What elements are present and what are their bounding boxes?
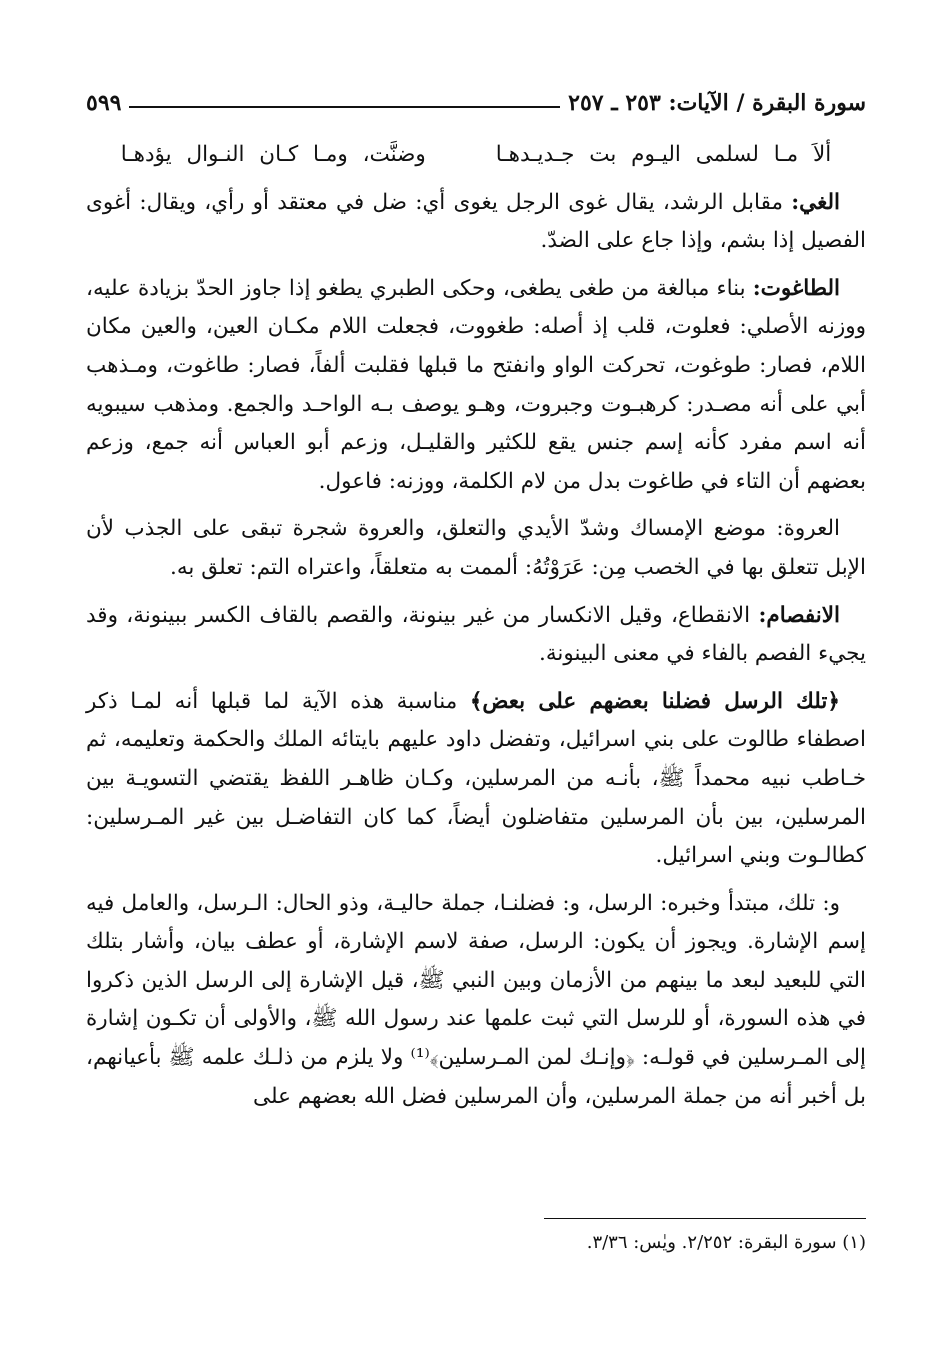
entry-text: و: تلك، مبتدأ وخبره: الرسل، و: فضلنـا، جملة حاليـة، وذو الحال: الـرسل، والعامل فيه إسم الإشارة. ويجوز أن يكون: الرسل، صفة لاسم الإشارة، أو عطف بيان، وأشار بتلك التي للبعيد لبعد ما بينهم من الأزمان وبين النبي ﷺ، قيل الإشارة إلى الرسل الذين ذكروا في هذه السورة، أو للرسل التي ثبت علمها عند رسول الله ﷺ، والأولى أن تكـون إشارة إلى المـرسلين في قولـه: ﴿وإنـك لمن المـرسلين﴾⁽¹⁾ ولا يلزم من ذلـك علمه ﷺ بأعيانهم، بل أخبر أنه من جملة المرسلين، وأن المرسلين فضل الله بعضهم على xyxy=(86,890,867,1109)
entry-paragraph xyxy=(86,597,866,674)
entry-term: الانفصام: xyxy=(758,602,840,628)
footnote: (١) سورة البقرة: ٢/٢٥٢. ويٰس: ٣/٣٦. xyxy=(586,1232,866,1253)
entry-text: مناسبة هذه الآية لما قبلها أنه لمـا ذكر اصطفاء طالوت على بني اسرائيل، وتفضل داود عليهم بايتائه الملك والحكمة وتعليمه، ثم خـاطب نبيه محمداً ﷺ، بأنـه من المرسلين، وكـان ظاهـر اللفظ يقتضي التسويـة بين المرسلين، بين بأن المرسلين متفاضلون أيضاً، كما كان التفاضـل بين غير المـرسلين: كطالـوت وبني اسرائيل. xyxy=(86,688,866,869)
entry-term: العروة: xyxy=(776,516,840,542)
footnote-rule xyxy=(544,1218,866,1219)
entry-text: بناء مبالغة من طغى يطغى، وحكى الطبري يطغو إذا جاوز الحدّ بزيادة عليه، ووزنه الأصلي: فعلوت، قلب إذ أصله: طغووت، فجعلت اللام مكـان العين، والعين مكان اللام، فصار: طوغوت، تحركت الواو وانفتح ما قبلها فقلبت ألفاً، فصار: طاغوت، ومـذهب أبي على أنه مصـدر: كرهبـوت وجبروت، وهـو يوصف بـه الواحـد والجمع. ومذهب سيبويه أنه اسم مفرد كأنه إسم جنس يقع للكثير والقليـل، وزعم أبو العباس أنه جمع، وزعم بعضهم أن التاء في طاغوت بدل من لام الكلمة، ووزنه: فاعول. xyxy=(86,275,866,494)
entry-paragraph xyxy=(86,885,866,1117)
verse-hemistich-2: وضنَّت، ومـا كـان النـوال يؤدهـا xyxy=(120,142,426,167)
entry-text: موضع الإمساك وشدّ الأيدي والتعلق، والعروة شجرة تبقى على الجذب لأن الإبل تتعلق بها في الخصب مِن: عَرَوْتُهُ: ألممت به متعلقاً، واعتراه التم: تعلق به. xyxy=(86,516,866,580)
entry-paragraph xyxy=(86,184,866,261)
entry-paragraph xyxy=(86,270,866,502)
header-rule xyxy=(129,106,560,108)
quran-verse: ﴿تلك الرسل فضلنا بعضهم على بعض﴾ xyxy=(469,688,840,714)
entry-term: الطاغوت: xyxy=(752,275,840,301)
entry-paragraph xyxy=(86,683,866,876)
entry-text: مقابل الرشد، يقال غوى الرجل يغوى أي: ضل في معتقد أو رأي، ويقال: أغوى الفصيل إذا بشم، وإذا جاع على الضدّ. xyxy=(86,189,866,254)
page-number: ٥٩٩ xyxy=(86,90,122,116)
entry-text: الانقطاع، وقيل الانكسار من غير بينونة، والقصم بالقاف الكسر ببينونة، وقد يجيء الفصم بالفاء في معنى البينونة. xyxy=(86,602,866,667)
poetry-verse xyxy=(86,136,866,175)
entry-term: الغي: xyxy=(791,189,840,215)
entry-paragraph xyxy=(86,510,866,587)
verse-hemistich-1: ألاَ مـا لسلمى اليـوم بت جـديـدهـا xyxy=(495,142,832,167)
page-header xyxy=(86,76,866,116)
running-title: سورة البقرة / الآيات: ٢٥٣ ـ ٢٥٧ xyxy=(568,90,866,116)
body-text xyxy=(86,136,866,1125)
